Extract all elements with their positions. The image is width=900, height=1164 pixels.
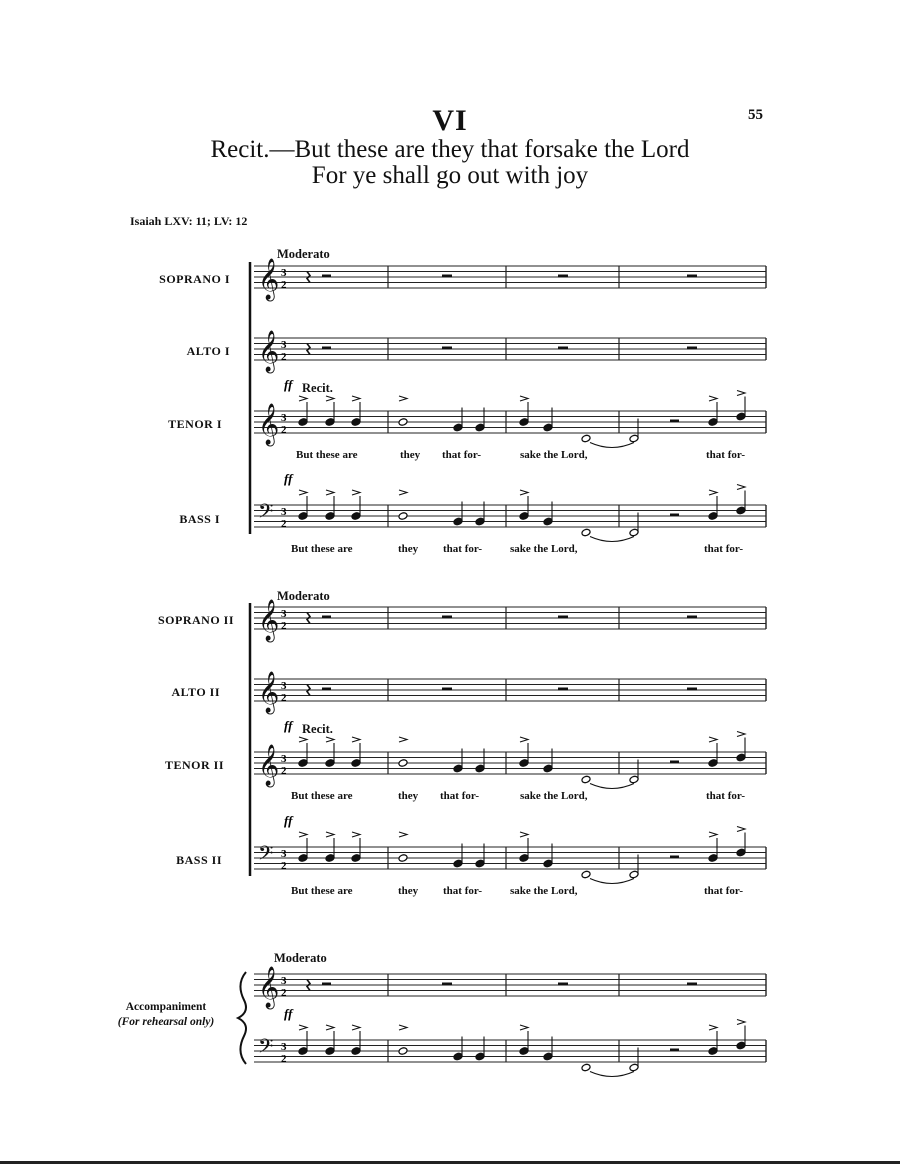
- part-label-alto-2: ALTO II: [171, 685, 220, 699]
- accent-mark-icon: [352, 396, 360, 401]
- piece-subtitle: For ye shall go out with joy: [311, 162, 589, 189]
- tempo-marking-system1: Moderato: [277, 247, 330, 261]
- time-signature-denominator: 2: [281, 518, 287, 530]
- whole-rest-icon: [687, 275, 697, 278]
- accent-mark-icon: [326, 490, 334, 495]
- accent-mark-icon: [520, 832, 528, 837]
- movement-number: VI: [432, 104, 468, 137]
- lyric-syllable: sake the Lord,: [520, 790, 588, 802]
- accent-mark-icon: [737, 827, 745, 832]
- lyric-syllable: they: [398, 543, 419, 555]
- time-signature-denominator: 2: [281, 620, 287, 632]
- accent-mark-icon: [352, 490, 360, 495]
- bass-clef-icon: 𝄢: [258, 499, 274, 528]
- accent-mark-icon: [299, 832, 307, 837]
- accompaniment-note: (For rehearsal only): [117, 1016, 215, 1028]
- treble-clef-icon: 𝄞: [258, 745, 280, 786]
- accent-mark-icon: [709, 490, 717, 495]
- note-head: [581, 1063, 591, 1072]
- fortissimo-marking: ff: [284, 1006, 293, 1021]
- half-rest-icon: [670, 856, 679, 859]
- half-rest-icon: [322, 616, 331, 619]
- brace-icon: [238, 972, 246, 1064]
- accent-mark-icon: [520, 737, 528, 742]
- time-signature-denominator: 2: [281, 860, 287, 872]
- note-head: [581, 870, 591, 879]
- lyric-syllable: they: [400, 449, 421, 461]
- accent-mark-icon: [352, 1025, 360, 1030]
- whole-rest-icon: [687, 688, 697, 691]
- treble-clef-icon: 𝄞: [258, 672, 280, 713]
- note-head: [581, 528, 591, 537]
- accent-mark-icon: [352, 737, 360, 742]
- lyric-syllable: that for-: [443, 885, 482, 897]
- lyric-syllable: they: [398, 790, 419, 802]
- part-label-tenor-2: TENOR II: [164, 758, 224, 772]
- time-signature-denominator: 2: [281, 424, 287, 436]
- time-signature-denominator: 2: [281, 765, 287, 777]
- whole-rest-icon: [442, 688, 452, 691]
- lyric-syllable: But these are: [291, 543, 353, 555]
- time-signature-numerator: 3: [281, 506, 287, 518]
- accent-mark-icon: [399, 1025, 407, 1030]
- accent-mark-icon: [299, 737, 307, 742]
- lyric-syllable: sake the Lord,: [510, 885, 578, 897]
- whole-rest-icon: [558, 983, 568, 986]
- time-signature-numerator: 3: [281, 267, 287, 279]
- lyric-syllable: that for-: [706, 790, 745, 802]
- whole-rest-icon: [687, 983, 697, 986]
- quarter-rest-icon: [307, 685, 310, 696]
- quarter-rest-icon: [307, 272, 310, 283]
- lyric-syllable: that for-: [440, 790, 479, 802]
- part-label-bass-1: BASS I: [179, 512, 220, 526]
- accent-mark-icon: [299, 396, 307, 401]
- tempo-marking-system2: Moderato: [277, 589, 330, 603]
- note-head: [398, 854, 408, 863]
- accent-mark-icon: [326, 1025, 334, 1030]
- fortissimo-marking: ff: [284, 377, 293, 392]
- treble-clef-icon: 𝄞: [258, 404, 280, 445]
- page-number: 55: [748, 107, 763, 123]
- lyric-syllable: they: [398, 885, 419, 897]
- accent-mark-icon: [399, 832, 407, 837]
- lyric-syllable: But these are: [296, 449, 358, 461]
- time-signature-numerator: 3: [281, 848, 287, 860]
- part-label-tenor-1: TENOR I: [168, 417, 222, 431]
- accent-mark-icon: [352, 832, 360, 837]
- accent-mark-icon: [520, 490, 528, 495]
- lyric-syllable: that for-: [706, 449, 745, 461]
- lyric-syllable: that for-: [704, 885, 743, 897]
- accent-mark-icon: [299, 490, 307, 495]
- lyric-syllable: sake the Lord,: [520, 449, 588, 461]
- time-signature-denominator: 2: [281, 351, 287, 363]
- time-signature-denominator: 2: [281, 279, 287, 291]
- accent-mark-icon: [399, 737, 407, 742]
- accent-mark-icon: [737, 1020, 745, 1025]
- half-rest-icon: [322, 688, 331, 691]
- note-head: [398, 759, 408, 768]
- note-head: [398, 418, 408, 427]
- quarter-rest-icon: [307, 980, 310, 991]
- accent-mark-icon: [520, 1025, 528, 1030]
- tie-icon: [590, 443, 634, 448]
- whole-rest-icon: [687, 616, 697, 619]
- lyric-syllable: that for-: [443, 543, 482, 555]
- accent-mark-icon: [326, 396, 334, 401]
- fortissimo-marking: ff: [284, 471, 293, 486]
- whole-rest-icon: [558, 347, 568, 350]
- lyric-syllable: that for-: [442, 449, 481, 461]
- half-rest-icon: [670, 514, 679, 517]
- tie-icon: [590, 784, 634, 789]
- whole-rest-icon: [442, 616, 452, 619]
- time-signature-denominator: 2: [281, 987, 287, 999]
- accent-mark-icon: [709, 832, 717, 837]
- whole-rest-icon: [442, 347, 452, 350]
- note-head: [398, 512, 408, 521]
- note-head: [581, 434, 591, 443]
- accent-mark-icon: [737, 391, 745, 396]
- part-label-alto-1: ALTO I: [186, 344, 230, 358]
- time-signature-numerator: 3: [281, 412, 287, 424]
- half-rest-icon: [322, 983, 331, 986]
- time-signature-denominator: 2: [281, 1053, 287, 1065]
- treble-clef-icon: 𝄞: [258, 331, 280, 372]
- lyric-syllable: that for-: [704, 543, 743, 555]
- time-signature-numerator: 3: [281, 753, 287, 765]
- whole-rest-icon: [687, 347, 697, 350]
- time-signature-numerator: 3: [281, 608, 287, 620]
- accent-mark-icon: [737, 485, 745, 490]
- half-rest-icon: [322, 275, 331, 278]
- tie-icon: [590, 1072, 634, 1077]
- time-signature-numerator: 3: [281, 339, 287, 351]
- accent-mark-icon: [520, 396, 528, 401]
- lyric-syllable: sake the Lord,: [510, 543, 578, 555]
- time-signature-numerator: 3: [281, 975, 287, 987]
- accent-mark-icon: [709, 737, 717, 742]
- whole-rest-icon: [558, 616, 568, 619]
- quarter-rest-icon: [307, 344, 310, 355]
- fortissimo-marking: ff: [284, 813, 293, 828]
- time-signature-numerator: 3: [281, 1041, 287, 1053]
- accompaniment-label: Accompaniment: [125, 1001, 207, 1013]
- accent-mark-icon: [399, 490, 407, 495]
- scripture-reference: Isaiah LXV: 11; LV: 12: [130, 214, 248, 228]
- whole-rest-icon: [558, 688, 568, 691]
- whole-rest-icon: [442, 275, 452, 278]
- treble-clef-icon: 𝄞: [258, 967, 280, 1008]
- note-head: [398, 1047, 408, 1056]
- tie-icon: [590, 537, 634, 542]
- part-label-soprano-1: SOPRANO I: [159, 272, 230, 286]
- accent-mark-icon: [737, 732, 745, 737]
- accent-mark-icon: [299, 1025, 307, 1030]
- whole-rest-icon: [558, 275, 568, 278]
- note-head: [581, 775, 591, 784]
- lyric-syllable: But these are: [291, 790, 353, 802]
- quarter-rest-icon: [307, 613, 310, 624]
- part-label-soprano-2: SOPRANO II: [157, 613, 234, 627]
- accent-mark-icon: [326, 832, 334, 837]
- whole-rest-icon: [442, 983, 452, 986]
- time-signature-denominator: 2: [281, 692, 287, 704]
- piece-title: Recit.—But these are they that forsake the Lord: [210, 136, 690, 163]
- bass-clef-icon: 𝄢: [258, 841, 274, 870]
- accent-mark-icon: [326, 737, 334, 742]
- time-signature-numerator: 3: [281, 680, 287, 692]
- part-label-bass-2: BASS II: [176, 853, 222, 867]
- treble-clef-icon: 𝄞: [258, 600, 280, 641]
- tempo-marking-accompaniment: Moderato: [274, 951, 327, 965]
- lyric-syllable: But these are: [291, 885, 353, 897]
- half-rest-icon: [670, 1049, 679, 1052]
- half-rest-icon: [670, 420, 679, 423]
- fortissimo-marking: ff: [284, 718, 293, 733]
- accent-mark-icon: [399, 396, 407, 401]
- half-rest-icon: [670, 761, 679, 764]
- accent-mark-icon: [709, 396, 717, 401]
- recit-marking-tenor1: Recit.: [302, 381, 333, 395]
- tie-icon: [590, 879, 634, 884]
- accent-mark-icon: [709, 1025, 717, 1030]
- treble-clef-icon: 𝄞: [258, 259, 280, 300]
- half-rest-icon: [322, 347, 331, 350]
- bass-clef-icon: 𝄢: [258, 1034, 274, 1063]
- recit-marking-tenor2: Recit.: [302, 722, 333, 736]
